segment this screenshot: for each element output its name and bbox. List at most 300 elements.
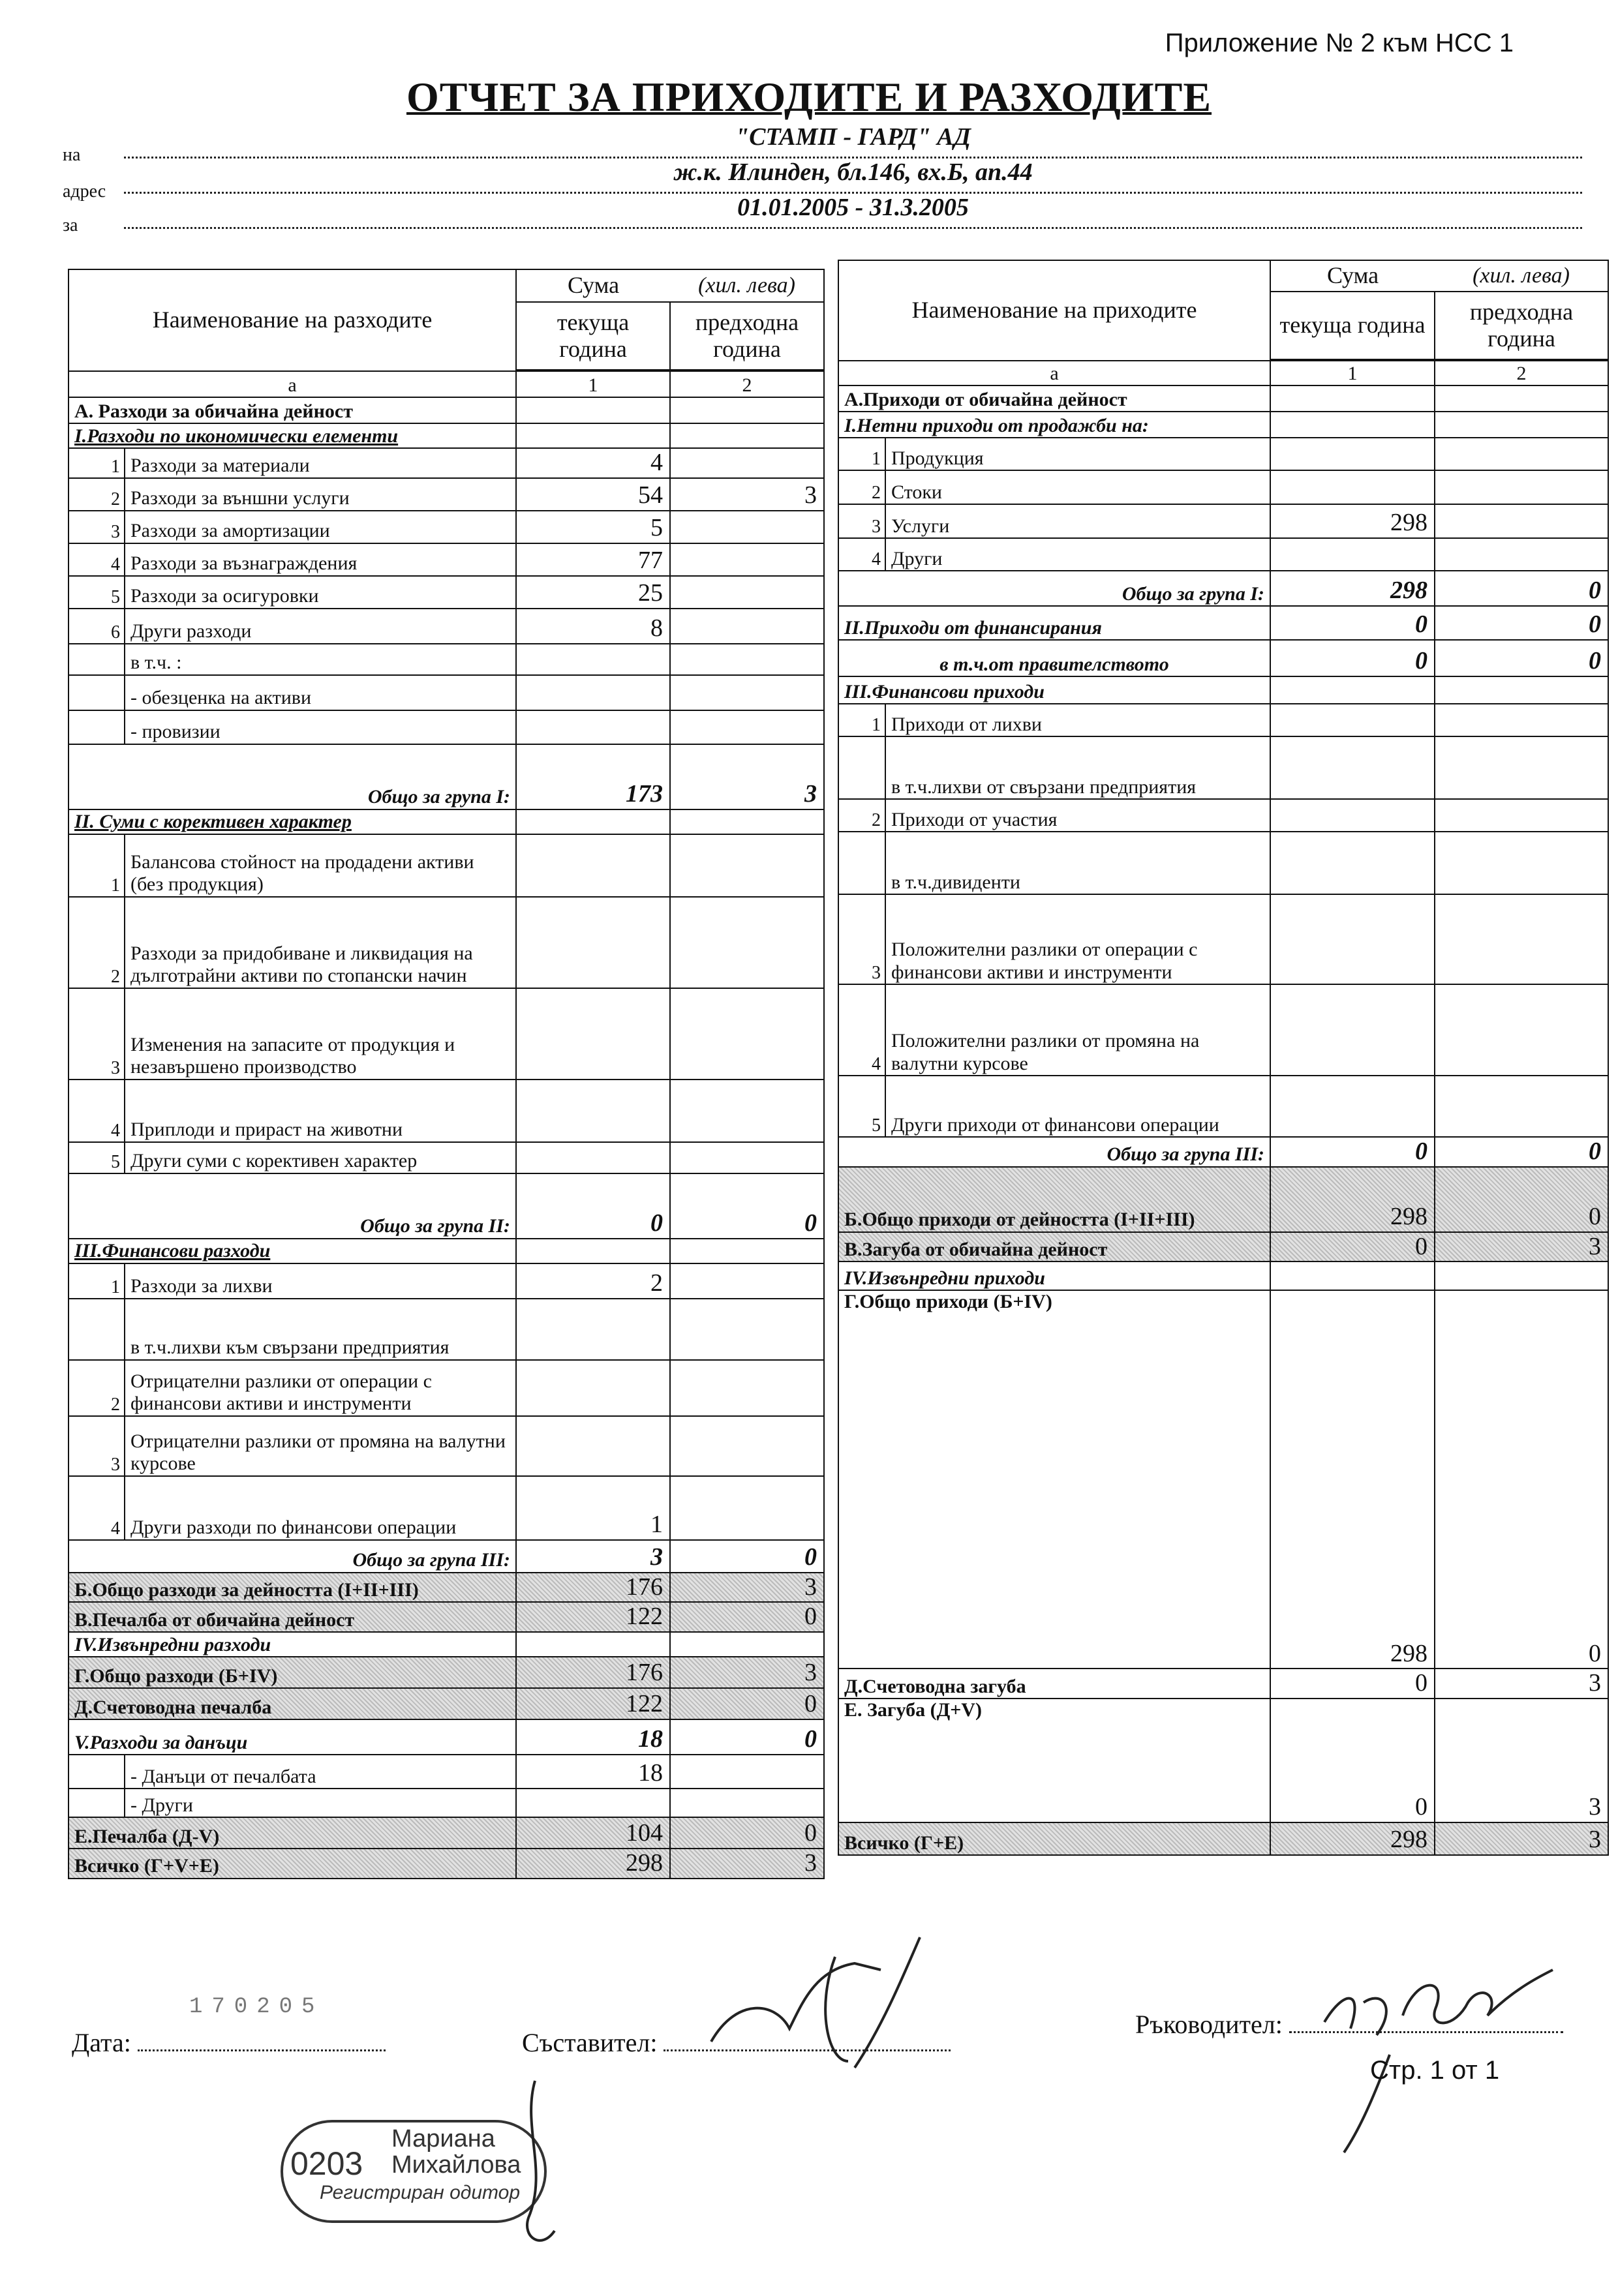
expenses-row-previous	[670, 1080, 824, 1142]
expenses-row-index	[69, 1755, 125, 1789]
income-row-previous: 3	[1435, 1232, 1608, 1262]
income-row	[838, 799, 1608, 832]
expenses-row	[69, 1602, 824, 1632]
income-row-current	[1270, 984, 1435, 1076]
expenses-row-previous: 0	[670, 1719, 824, 1755]
expenses-row-label: Разходи за лихви	[125, 1263, 516, 1299]
expenses-row-previous: 3	[670, 1849, 824, 1879]
expenses-row-current: 3	[516, 1540, 670, 1573]
income-row-current	[1270, 385, 1435, 412]
expenses-row-label: Д.Счетоводна печалба	[69, 1688, 516, 1719]
expenses-current-year-header: текуща година	[516, 302, 670, 370]
expenses-row	[69, 423, 824, 448]
expenses-row-label: Г.Общо разходи (Б+IV)	[69, 1657, 516, 1688]
expenses-row-index: 4	[69, 543, 125, 576]
expenses-row-label: - обезценка на активи	[125, 675, 516, 710]
income-row	[838, 984, 1608, 1076]
expenses-row-current	[516, 988, 670, 1080]
expenses-row	[69, 1755, 824, 1789]
expenses-row-previous	[670, 543, 824, 576]
income-row-label: Други приходи от финансови операции	[885, 1076, 1270, 1137]
income-row-previous	[1435, 504, 1608, 538]
income-row-label: В.Загуба от обичайна дейност	[838, 1232, 1270, 1262]
expenses-row	[69, 1142, 824, 1173]
income-sum-header: Сума	[1270, 260, 1435, 292]
income-row	[838, 1699, 1608, 1822]
expenses-row	[69, 809, 824, 834]
income-row-current	[1270, 894, 1435, 984]
income-row	[838, 640, 1608, 676]
income-row	[838, 1076, 1608, 1137]
income-row-previous: 0	[1435, 1167, 1608, 1232]
income-row-previous	[1435, 438, 1608, 470]
expenses-row-current: 104	[516, 1817, 670, 1849]
income-row-previous: 0	[1435, 640, 1608, 676]
expenses-row-index: 2	[69, 1360, 125, 1416]
expenses-row-label: А. Разходи за обичайна дейност	[69, 397, 516, 423]
date-field	[72, 2027, 386, 2058]
income-row-previous	[1435, 736, 1608, 799]
expenses-row-label: Разходи за осигуровки	[125, 576, 516, 609]
expenses-row-previous: 0	[670, 1688, 824, 1719]
expenses-row-previous: 0	[670, 1540, 824, 1573]
date-label: Дата:	[72, 2028, 131, 2057]
stamp-registered: Регистриран одитор	[320, 2182, 521, 2203]
expenses-row-label: Други суми с корективен характер	[125, 1142, 516, 1173]
income-row-index	[838, 736, 885, 799]
income-row-label: Д.Счетоводна загуба	[838, 1669, 1270, 1699]
expenses-row-label: I.Разходи по икономически елементи	[69, 423, 516, 448]
expenses-row-current: 298	[516, 1849, 670, 1879]
expenses-row-previous	[670, 1360, 824, 1416]
expenses-row-previous	[670, 1476, 824, 1540]
income-row-current	[1270, 799, 1435, 832]
income-row	[838, 606, 1608, 640]
income-row-previous	[1435, 470, 1608, 504]
expenses-row-current	[516, 834, 670, 897]
expenses-row-label: Отрицателни разлики от промяна на валутни курсове	[125, 1416, 516, 1476]
expenses-row	[69, 1719, 824, 1755]
expenses-row-current	[516, 1360, 670, 1416]
income-row-current	[1270, 470, 1435, 504]
expenses-row	[69, 609, 824, 644]
expenses-row	[69, 1817, 824, 1849]
expenses-row-previous	[670, 897, 824, 988]
income-name-header: Наименование на приходите	[838, 260, 1270, 361]
income-row-current	[1270, 412, 1435, 438]
expenses-row-previous	[670, 1755, 824, 1789]
income-row-label: IV.Извънредни приходи	[838, 1261, 1270, 1290]
expenses-row-label: Изменения на запасите от продукция и незавършено производство	[125, 988, 516, 1080]
income-row-current: 0	[1270, 1232, 1435, 1262]
income-row-previous: 0	[1435, 1137, 1608, 1167]
header-address-label: адрес	[63, 181, 106, 202]
income-row	[838, 438, 1608, 470]
expenses-row	[69, 710, 824, 744]
expenses-row-label: - Данъци от печалбата	[125, 1755, 516, 1789]
income-row-previous	[1435, 1076, 1608, 1137]
company-address: ж.к. Илинден, бл.146, вх.Б, ап.44	[673, 159, 1033, 186]
expenses-row-label: Б.Общо разходи за дейността (I+II+III)	[69, 1573, 516, 1603]
expenses-row-label: III.Финансови разходи	[69, 1239, 516, 1263]
expenses-unit-header: (хил. лева)	[670, 269, 824, 302]
expenses-row-previous	[670, 1263, 824, 1299]
income-row-previous: 3	[1435, 1669, 1608, 1699]
stamp-name-line1: Мариана	[391, 2125, 495, 2152]
income-row-label: Г.Общо приходи (Б+IV)	[838, 1290, 1270, 1669]
expenses-row	[69, 1476, 824, 1540]
income-row-label: Стоки	[885, 470, 1270, 504]
income-row-label: в т.ч.дивиденти	[885, 832, 1270, 894]
expenses-row-previous: 0	[670, 1602, 824, 1632]
expenses-row-current	[516, 423, 670, 448]
expenses-row-current: 77	[516, 543, 670, 576]
expenses-row-previous	[670, 576, 824, 609]
manager-signature	[1292, 1950, 1592, 2159]
expenses-row	[69, 1789, 824, 1817]
expenses-row-index	[69, 710, 125, 744]
income-row-current: 0	[1270, 1137, 1435, 1167]
income-row-previous	[1435, 894, 1608, 984]
income-row	[838, 538, 1608, 571]
income-row-previous: 3	[1435, 1822, 1608, 1855]
page-number: Стр. 1 от 1	[1370, 2056, 1500, 2085]
income-row-label: Положителни разлики от промяна на валутни курсове	[885, 984, 1270, 1076]
expenses-row-previous: 3	[670, 1657, 824, 1688]
income-row	[838, 1669, 1608, 1699]
income-row-current: 0	[1270, 606, 1435, 640]
income-row	[838, 504, 1608, 538]
income-row-previous	[1435, 984, 1608, 1076]
income-row	[838, 1261, 1608, 1290]
expenses-row	[69, 511, 824, 543]
income-row-previous	[1435, 832, 1608, 894]
expenses-row	[69, 1263, 824, 1299]
expenses-row-label: Разходи за материали	[125, 448, 516, 478]
income-row-label: в т.ч.лихви от свързани предприятия	[885, 736, 1270, 799]
expenses-row-label: V.Разходи за данъци	[69, 1719, 516, 1755]
expenses-row-previous	[670, 511, 824, 543]
income-row-current: 0	[1270, 640, 1435, 676]
expenses-row-label: Общо за група II:	[69, 1173, 516, 1239]
page-title	[0, 73, 1618, 121]
expenses-row-index: 1	[69, 1263, 125, 1299]
expenses-row-label: - провизии	[125, 710, 516, 744]
appendix-label: Приложение № 2 към НСС 1	[1165, 29, 1514, 57]
income-row-current	[1270, 676, 1435, 704]
expenses-name-header: Наименование на разходите	[69, 269, 516, 371]
income-row-label: Б.Общо приходи от дейността (I+II+III)	[838, 1167, 1270, 1232]
income-row	[838, 412, 1608, 438]
income-table	[838, 260, 1609, 1856]
expenses-row-previous	[670, 809, 824, 834]
income-row-label: А.Приходи от обичайна дейност	[838, 385, 1270, 412]
income-row	[838, 470, 1608, 504]
expenses-row-index: 2	[69, 478, 125, 511]
income-row-label: Продукция	[885, 438, 1270, 470]
expenses-row-label: Разходи за външни услуги	[125, 478, 516, 511]
income-row-current	[1270, 736, 1435, 799]
income-row-previous: 0	[1435, 1290, 1608, 1669]
expenses-row-previous	[670, 1142, 824, 1173]
income-row-current	[1270, 832, 1435, 894]
expenses-row	[69, 1299, 824, 1360]
income-previous-year-header: предходна година	[1435, 292, 1608, 359]
income-row-current: 298	[1270, 504, 1435, 538]
page-title-text: ОТЧЕТ ЗА ПРИХОДИТЕ И РАЗХОДИТЕ	[406, 74, 1212, 120]
expenses-row	[69, 1540, 824, 1573]
income-row	[838, 832, 1608, 894]
expenses-row-current	[516, 1789, 670, 1817]
expenses-row-current	[516, 1239, 670, 1263]
income-row	[838, 1167, 1608, 1232]
expenses-row-index: 4	[69, 1080, 125, 1142]
expenses-sum-header: Сума	[516, 269, 670, 302]
expenses-row-previous	[670, 710, 824, 744]
expenses-row	[69, 1657, 824, 1688]
expenses-row	[69, 1688, 824, 1719]
expenses-row-label: Приплоди и прираст на животни	[125, 1080, 516, 1142]
expenses-row-previous: 3	[670, 744, 824, 809]
expenses-row-current: 25	[516, 576, 670, 609]
expenses-row-index: 1	[69, 448, 125, 478]
date-value: 170205	[189, 1995, 324, 2019]
header-period-label: за	[63, 215, 78, 235]
expenses-row	[69, 1416, 824, 1476]
income-row-previous: 3	[1435, 1699, 1608, 1822]
income-row-label: III.Финансови приходи	[838, 676, 1270, 704]
income-row-previous	[1435, 704, 1608, 736]
expenses-row-current: 0	[516, 1173, 670, 1239]
expenses-row-current	[516, 1142, 670, 1173]
expenses-row-current	[516, 1632, 670, 1657]
expenses-row-current	[516, 675, 670, 710]
expenses-row-current: 18	[516, 1755, 670, 1789]
expenses-row	[69, 1173, 824, 1239]
expenses-row	[69, 897, 824, 988]
expenses-col-1: 1	[516, 371, 670, 397]
expenses-row-label: Всичко (Г+V+Е)	[69, 1849, 516, 1879]
expenses-row-label: Общо за група I:	[69, 744, 516, 809]
income-row-current	[1270, 1076, 1435, 1137]
expenses-row-label: В.Печалба от обичайна дейност	[69, 1602, 516, 1632]
expenses-row-previous	[670, 834, 824, 897]
income-row-label: Е. Загуба (Д+V)	[838, 1699, 1270, 1822]
compiler-label: Съставител:	[522, 2028, 658, 2057]
expenses-row	[69, 1360, 824, 1416]
income-row	[838, 1137, 1608, 1167]
date-dots	[138, 2043, 386, 2051]
expenses-row-label: Други разходи	[125, 609, 516, 644]
expenses-row-index: 1	[69, 834, 125, 897]
manager-label: Ръководител:	[1135, 2010, 1283, 2039]
income-row-current	[1270, 1261, 1435, 1290]
expenses-row-label: Отрицателни разлики от операции с финансови активи и инструменти	[125, 1360, 516, 1416]
income-row-current	[1270, 538, 1435, 571]
income-row-current	[1270, 438, 1435, 470]
expenses-row-current	[516, 397, 670, 423]
income-row-previous	[1435, 412, 1608, 438]
income-row	[838, 1232, 1608, 1262]
income-row-label: Положителни разлики от операции с финансови активи и инструменти	[885, 894, 1270, 984]
expenses-row-label: - Други	[125, 1789, 516, 1817]
expenses-row-current	[516, 1080, 670, 1142]
period-line	[124, 227, 1582, 229]
income-row	[838, 736, 1608, 799]
income-row	[838, 1290, 1608, 1669]
income-unit-header: (хил. лева)	[1435, 260, 1608, 292]
expenses-row	[69, 1632, 824, 1657]
income-col-a: а	[838, 361, 1270, 385]
expenses-row-current	[516, 897, 670, 988]
expenses-row-label: Разходи за възнаграждения	[125, 543, 516, 576]
expenses-row-current: 176	[516, 1657, 670, 1688]
expenses-col-a: а	[69, 371, 516, 397]
expenses-row-label: Разходи за придобиване и ликвидация на дълготрайни активи по стопански начин	[125, 897, 516, 988]
income-row-index: 2	[838, 470, 885, 504]
income-row-label: в т.ч.от правителството	[838, 640, 1270, 676]
income-row-label: Общо за група I:	[838, 571, 1270, 606]
income-row-index: 4	[838, 984, 885, 1076]
income-col-2: 2	[1435, 361, 1608, 385]
expenses-row-previous	[670, 609, 824, 644]
expenses-row	[69, 834, 824, 897]
expenses-row-label: IV.Извънредни разходи	[69, 1632, 516, 1657]
income-row-index: 1	[838, 704, 885, 736]
expenses-previous-year-header: предходна година	[670, 302, 824, 370]
income-row-current: 298	[1270, 1290, 1435, 1669]
expenses-row-label: в т.ч. :	[125, 644, 516, 675]
expenses-row-index	[69, 1299, 125, 1360]
expenses-row-index: 4	[69, 1476, 125, 1540]
expenses-row	[69, 1573, 824, 1603]
expenses-row-previous	[670, 1416, 824, 1476]
expenses-row-current: 2	[516, 1263, 670, 1299]
income-row-previous: 0	[1435, 571, 1608, 606]
income-row-index: 2	[838, 799, 885, 832]
income-row-index: 3	[838, 894, 885, 984]
expenses-row-label: Разходи за амортизации	[125, 511, 516, 543]
expenses-row-label: Балансова стойност на продадени активи (без продукция)	[125, 834, 516, 897]
expenses-row-index: 2	[69, 897, 125, 988]
expenses-row-previous: 3	[670, 478, 824, 511]
income-row-current: 0	[1270, 1699, 1435, 1822]
income-row	[838, 1822, 1608, 1855]
expenses-row	[69, 675, 824, 710]
income-row-current: 298	[1270, 1822, 1435, 1855]
expenses-row	[69, 543, 824, 576]
expenses-row-label: II. Суми с корективен характер	[69, 809, 516, 834]
report-period: 01.01.2005 - 31.3.2005	[737, 194, 969, 221]
income-row	[838, 894, 1608, 984]
income-row-previous: 0	[1435, 606, 1608, 640]
expenses-row	[69, 576, 824, 609]
income-row-label: Услуги	[885, 504, 1270, 538]
income-row-label: I.Нетни приходи от продажби на:	[838, 412, 1270, 438]
income-row-index: 1	[838, 438, 885, 470]
expenses-row	[69, 988, 824, 1080]
income-row-label: II.Приходи от финансирания	[838, 606, 1270, 640]
expenses-row	[69, 1080, 824, 1142]
expenses-row-label: Общо за група III:	[69, 1540, 516, 1573]
expenses-row	[69, 397, 824, 423]
income-row-index: 4	[838, 538, 885, 571]
income-row-index: 3	[838, 504, 885, 538]
expenses-col-2: 2	[670, 371, 824, 397]
income-row-label: Общо за група III:	[838, 1137, 1270, 1167]
income-row-label: Приходи от лихви	[885, 704, 1270, 736]
income-row-previous	[1435, 676, 1608, 704]
income-current-year-header: текуща година	[1270, 292, 1435, 359]
expenses-row-previous	[670, 1632, 824, 1657]
income-row-current: 298	[1270, 571, 1435, 606]
expenses-row-previous	[670, 1789, 824, 1817]
compiler-signature	[685, 1931, 959, 2087]
expenses-row-current: 18	[516, 1719, 670, 1755]
expenses-row-index: 5	[69, 1142, 125, 1173]
income-row-current: 298	[1270, 1167, 1435, 1232]
income-row-previous	[1435, 385, 1608, 412]
expenses-row-previous	[670, 675, 824, 710]
expenses-row	[69, 1849, 824, 1879]
stamp-name-line2: Михайлова	[391, 2151, 521, 2179]
income-row	[838, 704, 1608, 736]
expenses-row-previous: 0	[670, 1817, 824, 1849]
expenses-row-current	[516, 710, 670, 744]
income-row-current	[1270, 704, 1435, 736]
expenses-row	[69, 478, 824, 511]
expenses-row-index: 3	[69, 988, 125, 1080]
expenses-row	[69, 448, 824, 478]
income-row-previous	[1435, 799, 1608, 832]
income-row-index: 5	[838, 1076, 885, 1137]
expenses-row-index: 5	[69, 576, 125, 609]
expenses-row-label: Е.Печалба (Д-V)	[69, 1817, 516, 1849]
expenses-row	[69, 744, 824, 809]
expenses-row-label: Други разходи по финансови операции	[125, 1476, 516, 1540]
income-row-previous	[1435, 538, 1608, 571]
header-na-label: на	[63, 145, 81, 165]
income-row-label: Всичко (Г+Е)	[838, 1822, 1270, 1855]
expenses-row-current: 176	[516, 1573, 670, 1603]
expenses-row-current: 5	[516, 511, 670, 543]
expenses-row-previous	[670, 1239, 824, 1263]
expenses-row-previous	[670, 644, 824, 675]
stamp-number: 0203	[290, 2145, 363, 2182]
income-row	[838, 571, 1608, 606]
expenses-row-current: 122	[516, 1602, 670, 1632]
income-row-index	[838, 832, 885, 894]
income-row-label: Приходи от участия	[885, 799, 1270, 832]
income-row-label: Други	[885, 538, 1270, 571]
expenses-row-index: 3	[69, 511, 125, 543]
expenses-row-current	[516, 809, 670, 834]
expenses-row-current: 173	[516, 744, 670, 809]
expenses-row-current	[516, 1299, 670, 1360]
income-row	[838, 676, 1608, 704]
expenses-row	[69, 644, 824, 675]
expenses-row-index	[69, 644, 125, 675]
expenses-row-current: 1	[516, 1476, 670, 1540]
expenses-row-previous	[670, 1299, 824, 1360]
income-row-current: 0	[1270, 1669, 1435, 1699]
expenses-row-previous	[670, 988, 824, 1080]
income-row-previous	[1435, 1261, 1608, 1290]
company-name: "СТАМП - ГАРД" АД	[735, 123, 971, 151]
expenses-row-current: 8	[516, 609, 670, 644]
expenses-row-previous	[670, 448, 824, 478]
expenses-row-previous	[670, 397, 824, 423]
